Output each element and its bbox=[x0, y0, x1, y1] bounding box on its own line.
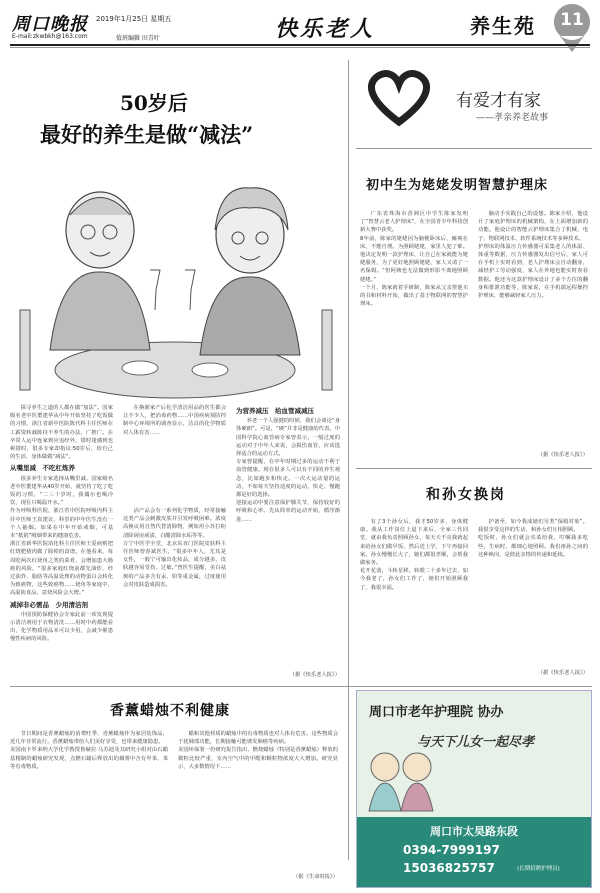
ad-phone-note: (长期招聘护理员) bbox=[517, 866, 560, 872]
story1-column-2: 脑动手实践自己的设想。陈家介绍，他设计了家庭护理床的机械架构，在上面增加新的功能。他设计的智能云护理床集合了机械、电子、物联网技术、软件系统技术等多种技术。 护理床的体温压力传感器可采集老人的体温、体重等数据，压力传感器发出信号后，家人可在手机上实时看到，老人护理床会自动翻身，减轻护工劳动强度，家人在外地也能实时查看数据。他还为这款护理床设计了多个方位的翻身和排泄功能等，陈家说，在手机端远程操控护理床，能够减轻家人压力。 bbox=[478, 211, 588, 300]
lead-column-3 bbox=[123, 507, 226, 677]
lead-column-2 bbox=[123, 404, 226, 504]
page-number: 11 bbox=[560, 10, 584, 30]
story2-column-1: 有了3个孙女后，我才50岁多，身体健康。我从工作岗位上退下来后，全家三代同堂，就由我负责照顾孙女。每天天不亮我就起来给孙女们做早饭，然后送上学，下午再接回家。孙女慢慢长大了，她们都很孝顺，会帮我做家务。 花开花落，斗转星移。转眼二十多年过去，如今我老了，孙女们工作了，她们开始照顾我了，我很幸福。 bbox=[360, 519, 468, 591]
elderly-couple-cartoon bbox=[361, 743, 441, 813]
lead-article bbox=[10, 52, 340, 682]
elderly-couple-illustration bbox=[10, 160, 340, 400]
story1-column-1: 广东省珠海市香洲区中学生陈家发明了“智慧云老人护理床”，在全国青少年科技创新大赛中获奖。 8年前，陈家的姥姥因为脑梗卧床后，瘫痪在床，不能自理。为照顾姥姥，家里人犯了难。他决定发明一款护理床，让自己在家就能为姥姥服务，为了更好地照顾姥姥，家人又请了一名保姆。“但阿姨也无法做到形影不离地照顾姥姥。” 一个月，陈家就着手研制，陈家从父亲帮他买的书和材料开始，做出了基于物联网的智慧护理床。 bbox=[360, 211, 468, 308]
ad-address-bar bbox=[357, 817, 591, 887]
ad-address: 周口市太昊路东段 bbox=[430, 825, 518, 838]
story1-source: （据《快乐老人报》） bbox=[537, 452, 588, 458]
story2-source: （据《快乐老人报》） bbox=[537, 670, 588, 676]
ad-line2: 与天下儿女一起尽孝 bbox=[417, 735, 535, 750]
story1-title: 初中生为姥姥发明智慧护理床 bbox=[366, 178, 549, 193]
lead-intro: 探寻养生之道的人都在做“加法”。国家级名老中医董建华从中年开始坚持了吃饭做的习惯，浙江省新中医院陈代科主任医师在工薪资转载陈持不养生的办法，广推广。在卒常人运中连家到应追经外，错时逢感到也顿错时，很多专家却指议:50岁后，给自己的生活、身体做做“减法”。 bbox=[10, 405, 113, 461]
story3-title: 香薰蜡烛不利健康 bbox=[110, 703, 230, 719]
lead-subhead-3: 为营养减压 给血管减减压 bbox=[236, 407, 314, 415]
masthead-date: 2019年1月25日 星期五 bbox=[96, 15, 172, 23]
lead-column-4 bbox=[236, 404, 340, 669]
lead-subhead-2: 减掉非必需品 少用清洁剂 bbox=[10, 600, 88, 609]
story-smart-bed bbox=[356, 64, 592, 464]
lead-title-line2: 最好的养生是做“减法” bbox=[40, 122, 254, 147]
ad-phone-2: 15036825757 bbox=[403, 861, 495, 875]
lead-body-1: 很多养生专家选择从嘴里减。国家级名老中医董建华从40岁开始，就坚持了吃了吃饭的习惯，“二三十岁时，我偶尔也喝冷饮，现在只喝温开水。” 作为呼吸科医院，浙江省中医院呼吸内科主任中医师王真建议，科里的中年医生没有一个人抽烟。如果在中年开始戒烟，可基本“抵销”吸烟带来的健康危害。 浙江省新华医院消化科主任医师王爱病则把红烧肥猪肉做了除掉的食谱。在他看来，每周吃两次红烧鱼之类的菜肴，会增加患大肠癌的风险。“很多家庭红烧前都先油炸，经过油炸，脂肪等高温处理的动物蛋白会转化为致癌物，这些致癌物……烧鱼等家庭中，高温防食品，意烧风险会大增。” bbox=[10, 475, 113, 597]
masthead-editor: 值班编辑 田青叶 bbox=[116, 35, 160, 42]
paper-logo: 周口晚报 bbox=[12, 14, 88, 35]
story-scented-candles bbox=[10, 690, 342, 890]
lead-body-3-top: 活产品会有一系列化学物质，经常接触这类产品会刺激皮肤并引发呼吸困难。浓度高换议用自然代替清除物，例如用小苏打粉清除厨房顽渍、白醋清除水垢等等。 万宁中医学全堂，北京东直门医院皮肤科主任医师曾春斌医生，“很多中年人，尤其是女性，一般宁可输出化妆品，成分越多，皮肤越容易受伤、过敏。”曾医生提醒，美白祛斑的产品多含有汞、铅等重金属，过度使用会对皮肤造成损害。 bbox=[123, 508, 226, 588]
lead-source: （据《快乐老人报》） bbox=[289, 672, 340, 678]
lead-body-1-end: 中国预防保健协会专家此前一项发现提示清洁剂用于衣物清洗……用时中药都能看出，化学物质用品本可以少用，会减少罹患慢性疾病的风险。 bbox=[10, 611, 113, 643]
lead-body-4: 养老一个人强健的时候，我们会谈论“身体硬朗”。可是，“硬”并非是健康的代表。中国科学院心血管病专家曾表示，一般过度的运动对于中年人来说，会损伤血管，应该选择适合的运动方式。 专家曾提醒，在中年时期过多的运动不利于血管健康。现在很多人可以有不同的养生观念，比如跑步和快走。一次大运动量的运动，不如每天坚持适度的运动，快走、慢跑都是好的选择。 迎接运动中要注意保护膝关节，保持较好的呼吸和心率。先从简单的运动开始，循序渐进…… bbox=[236, 418, 340, 523]
story2-column-2: 护备至，如今我成她们另类“保姆对象”。我很享受这样的生活，和孙女们互相照顾。 吃饭时，孙女们就会夹菜给我，叮嘱我多吃些，生病时，都细心地照顾。我们祖孙之间的这种换岗，是彼此亲情的传递和延续。 bbox=[478, 519, 588, 558]
story2-title: 和孙女换岗 bbox=[426, 487, 506, 503]
nursing-home-ad bbox=[356, 690, 592, 888]
lead-column-1 bbox=[10, 404, 113, 679]
story3-source: （据《生命时报》） bbox=[292, 874, 338, 880]
kicker-title: 有爱才有家 bbox=[456, 91, 541, 111]
section-calligraphy: 快乐老人 bbox=[275, 16, 376, 42]
ad-line1: 周口市老年护理院 协办 bbox=[369, 705, 504, 720]
heart-icon bbox=[364, 70, 434, 128]
story3-column-1: 节日期间是香薰蜡烛的消费旺季，香薰蜡烛作为家居装饰品，近几年非常流行。香薰蜡烛带给人们美好享受，也带来健康隐患。 美国南卡罗来纳大学化学教授鲁赫拉·马苏迪及其研究小组对由石蜡基精制的蜡烛研究发现，点燃石蜡后释放出的烟雾中含有甲苯、苯等有毒物质。 bbox=[10, 731, 168, 770]
lead-body-2: 在换新家产后化学清洁用品的医生都会让不少人，把消毒药物……中国疾病预防控制中心环境所的调查显示，洁具的化学物质对人体有害…… bbox=[123, 405, 226, 436]
story3-column-2: 蜡和其他材质的蜡烛中的有毒物质也对人体有危害。这些物质会干扰肺部功能，长期接触可能诱发肺癌等疾病。 美国环保署一份研究报告指出，燃烧蜡烛（特别是香薰蜡烛）释放的微粒比较严重，室内空气中的甲醛和颗粒物浓度大大增加。研究显示，大多数情况下…… bbox=[178, 731, 338, 770]
kicker-subtitle: ——孝亲养老故事 bbox=[476, 113, 549, 123]
masthead-email: E-mail:zkwbkh@163.com bbox=[12, 33, 88, 40]
lead-title-line1: 50岁后 bbox=[120, 91, 188, 115]
lead-subhead-1: 从嘴里减 不吃杠炼养 bbox=[10, 464, 75, 473]
story-grandchildren bbox=[356, 472, 592, 682]
ad-phone-1: 0394-7999197 bbox=[403, 843, 500, 857]
section-name: 养生苑 bbox=[470, 14, 536, 38]
